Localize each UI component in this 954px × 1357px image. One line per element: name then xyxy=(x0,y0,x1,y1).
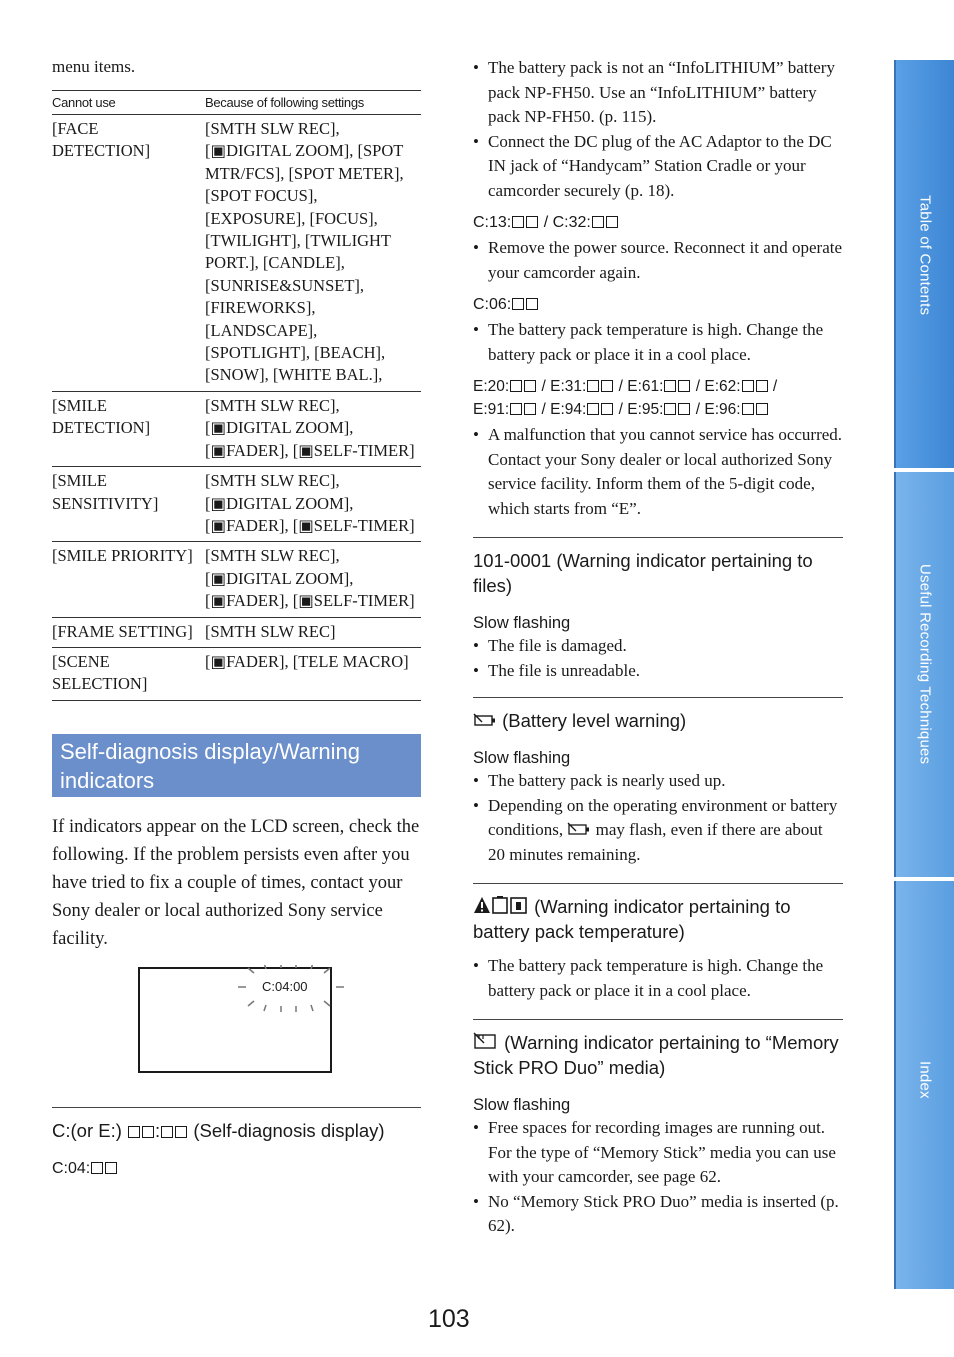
digit-box-icon xyxy=(128,1126,140,1138)
row-settings: [SMTH SLW REC], [▣DIGITAL ZOOM], [SPOT MTR/FCS], [SPOT METER], [SPOT FOCUS], [EXPOSURE], [FOCUS], [TWILIGHT], [TWILIGHT PORT.], [CANDLE], [SUNRISE&SUNSET], [FIREWORKS], [LANDSCAPE], [SPOTLIGHT], [BEACH], [SNOW], [WHITE BAL.], xyxy=(205,115,421,392)
code-c04-text: C:04: xyxy=(52,1159,91,1177)
row-settings: [SMTH SLW REC] xyxy=(205,617,421,647)
section-title: Self-diagnosis display/Warning indicators xyxy=(52,734,421,797)
digit-box-icon xyxy=(175,1126,187,1138)
table-row xyxy=(52,647,421,700)
ms-slow-flashing: Slow flashing xyxy=(473,1096,571,1114)
memory-stick-warning-heading xyxy=(473,1030,843,1080)
row-item: [SMILE SENSITIVITY] xyxy=(52,467,205,542)
list-item: • The battery pack is not an “InfoLITHIUM” battery pack NP-FH50. Use an “InfoLITHIUM” battery pack NP-FH50. (p. 115). xyxy=(473,56,843,130)
code-c13-text: C:13: xyxy=(473,214,512,231)
e31-text: / E:31: xyxy=(537,378,587,395)
digit-box-icon xyxy=(524,380,536,392)
digit-box-icon xyxy=(526,298,538,310)
digit-box-icon xyxy=(664,403,676,415)
settings-table xyxy=(52,90,421,701)
file-slow-flashing: Slow flashing xyxy=(473,614,571,632)
e61-text: / E:61: xyxy=(614,378,664,395)
tab-label-wrap xyxy=(910,881,940,1289)
row-settings: [SMTH SLW REC], [▣DIGITAL ZOOM], [▣FADER], [▣SELF-TIMER] xyxy=(205,542,421,617)
list-item: • The battery pack is nearly used up. xyxy=(473,769,843,794)
header-because: Because of following settings xyxy=(205,91,421,115)
temperature-warning-heading xyxy=(473,894,843,944)
table-row xyxy=(52,391,421,466)
digit-box-icon xyxy=(105,1162,117,1174)
list-item: • The battery pack temperature is high. Change the battery pack or place it in a cool place. xyxy=(473,954,843,1003)
temp-heading-text: (Warning indicator pertaining to battery pack temperature) xyxy=(473,896,791,942)
left-column xyxy=(52,56,421,1180)
row-settings: [▣FADER], [TELE MACRO] xyxy=(205,647,421,700)
code-c13-c32 xyxy=(473,211,843,234)
list-item xyxy=(473,794,843,868)
lcd-screen-illustration xyxy=(138,967,332,1073)
battery-warning-heading xyxy=(473,708,843,733)
digit-box-icon xyxy=(161,1126,173,1138)
c06-bullets xyxy=(473,318,843,367)
e-codes-line-1 xyxy=(473,375,843,398)
row-item: [FACE DETECTION] xyxy=(52,115,205,392)
row-settings: [SMTH SLW REC], [▣DIGITAL ZOOM], [▣FADER], [▣SELF-TIMER] xyxy=(205,391,421,466)
table-header-row xyxy=(52,91,421,115)
temperature-bullets xyxy=(473,954,843,1003)
battery-bullets xyxy=(473,769,843,867)
divider xyxy=(52,1107,421,1108)
tab-label: Table of Contents xyxy=(916,195,934,316)
row-item: [SMILE PRIORITY] xyxy=(52,542,205,617)
tab-label-wrap xyxy=(910,60,940,468)
battery-bullet-part-a: Depending on the operating environment or battery conditions, xyxy=(488,795,838,839)
e94-text: / E:94: xyxy=(537,401,587,418)
divider xyxy=(473,537,843,538)
digit-box-icon xyxy=(742,403,754,415)
file-bullets xyxy=(473,634,843,683)
heading-suffix: (Self-diagnosis display) xyxy=(193,1119,385,1141)
e91-text: E:91: xyxy=(473,401,510,418)
list-item: • A malfunction that you cannot service has occurred. Contact your Sony dealer or local authorized Sony service facility. Inform them of the 5-digit code, which starts from “E”. xyxy=(473,423,843,521)
e96-text: / E:96: xyxy=(691,401,741,418)
c13-bullets xyxy=(473,236,843,285)
battery-empty-icon xyxy=(473,712,497,728)
tab-label: Useful Recording Techniques xyxy=(916,564,934,765)
memory-stick-warning-icon xyxy=(473,1032,499,1050)
code-c06-text: C:06: xyxy=(473,296,512,313)
code-c32-text: / C:32: xyxy=(539,214,591,231)
intro-paragraph: If indicators appear on the LCD screen, check the following. If the problem persists even after you have tried to fix a couple of times, contact your Sony dealer or local authorized Sony service facility. xyxy=(52,816,420,949)
list-item: • Remove the power source. Reconnect it and operate your camcorder again. xyxy=(473,236,843,285)
digit-box-icon xyxy=(606,216,618,228)
slash-text: / xyxy=(768,378,778,395)
row-item: [FRAME SETTING] xyxy=(52,617,205,647)
digit-box-icon xyxy=(742,380,754,392)
digit-box-icon xyxy=(142,1126,154,1138)
list-item: • The file is unreadable. xyxy=(473,659,843,684)
ms-bullets xyxy=(473,1116,843,1239)
e62-text: / E:62: xyxy=(691,378,741,395)
digit-box-icon xyxy=(664,380,676,392)
digit-box-icon xyxy=(756,380,768,392)
file-warning-heading: 101-0001 (Warning indicator pertaining to files) xyxy=(473,550,813,596)
battery-heading-text: (Battery level warning) xyxy=(502,710,687,731)
digit-box-icon xyxy=(678,380,690,392)
battery-bullet-part-b: may flash, even if there are about 20 minutes remaining. xyxy=(488,820,823,864)
right-column xyxy=(473,56,843,1239)
digit-box-icon xyxy=(526,216,538,228)
battery-temperature-warning-icon xyxy=(473,895,529,915)
tab-useful-recording-techniques[interactable] xyxy=(894,472,954,877)
table-row xyxy=(52,115,421,392)
row-settings: [SMTH SLW REC], [▣DIGITAL ZOOM], [▣FADER], [▣SELF-TIMER] xyxy=(205,467,421,542)
digit-box-icon xyxy=(510,380,522,392)
list-item: • No “Memory Stick PRO Duo” media is inserted (p. 62). xyxy=(473,1190,843,1239)
code-c04 xyxy=(52,1157,421,1180)
row-item: [SCENE SELECTION] xyxy=(52,647,205,700)
divider xyxy=(473,1019,843,1020)
e-codes-line-2 xyxy=(473,398,843,421)
lcd-code-text: C:04:00 xyxy=(262,978,308,994)
c04-bullets xyxy=(473,56,843,203)
tab-table-of-contents[interactable] xyxy=(894,60,954,468)
digit-box-icon xyxy=(601,403,613,415)
page-number: 103 xyxy=(428,1305,470,1333)
digit-box-icon xyxy=(592,216,604,228)
digit-box-icon xyxy=(601,380,613,392)
table-row xyxy=(52,617,421,647)
battery-slow-flashing: Slow flashing xyxy=(473,749,571,767)
list-item: • The file is damaged. xyxy=(473,634,843,659)
divider xyxy=(473,883,843,884)
table-row xyxy=(52,542,421,617)
divider xyxy=(473,697,843,698)
ms-heading-text: (Warning indicator pertaining to “Memory Stick PRO Duo” media) xyxy=(473,1032,839,1078)
e95-text: / E:95: xyxy=(614,401,664,418)
e-bullets xyxy=(473,423,843,521)
list-item: • Connect the DC plug of the AC Adaptor to the DC IN jack of “Handycam” Station Cradle or your camcorder securely (p. 18). xyxy=(473,130,843,204)
digit-box-icon xyxy=(678,403,690,415)
self-diagnosis-heading: C:(or E:) : (Self-diagnosis display) xyxy=(52,1119,385,1141)
digit-box-icon xyxy=(524,403,536,415)
digit-box-icon xyxy=(587,380,599,392)
digit-box-icon xyxy=(510,403,522,415)
code-c06 xyxy=(473,293,843,316)
tab-label-wrap xyxy=(910,472,940,877)
tab-label: Index xyxy=(916,1061,934,1099)
digit-box-icon xyxy=(512,216,524,228)
digit-box-icon xyxy=(512,298,524,310)
intro-text: menu items. xyxy=(52,57,136,76)
row-item: [SMILE DETECTION] xyxy=(52,391,205,466)
header-cannot-use: Cannot use xyxy=(52,91,205,115)
list-item: • Free spaces for recording images are running out. For the type of “Memory Stick” media you can use with your camcorder, see page 62. xyxy=(473,1116,843,1190)
digit-box-icon xyxy=(756,403,768,415)
list-item: • The battery pack temperature is high. Change the battery pack or place it in a cool place. xyxy=(473,318,843,367)
battery-empty-icon xyxy=(567,822,591,836)
digit-box-icon xyxy=(91,1162,103,1174)
e20-text: E:20: xyxy=(473,378,510,395)
digit-box-icon xyxy=(587,403,599,415)
table-row xyxy=(52,467,421,542)
tab-index[interactable] xyxy=(894,881,954,1289)
heading-prefix: C:(or E:) xyxy=(52,1119,122,1141)
